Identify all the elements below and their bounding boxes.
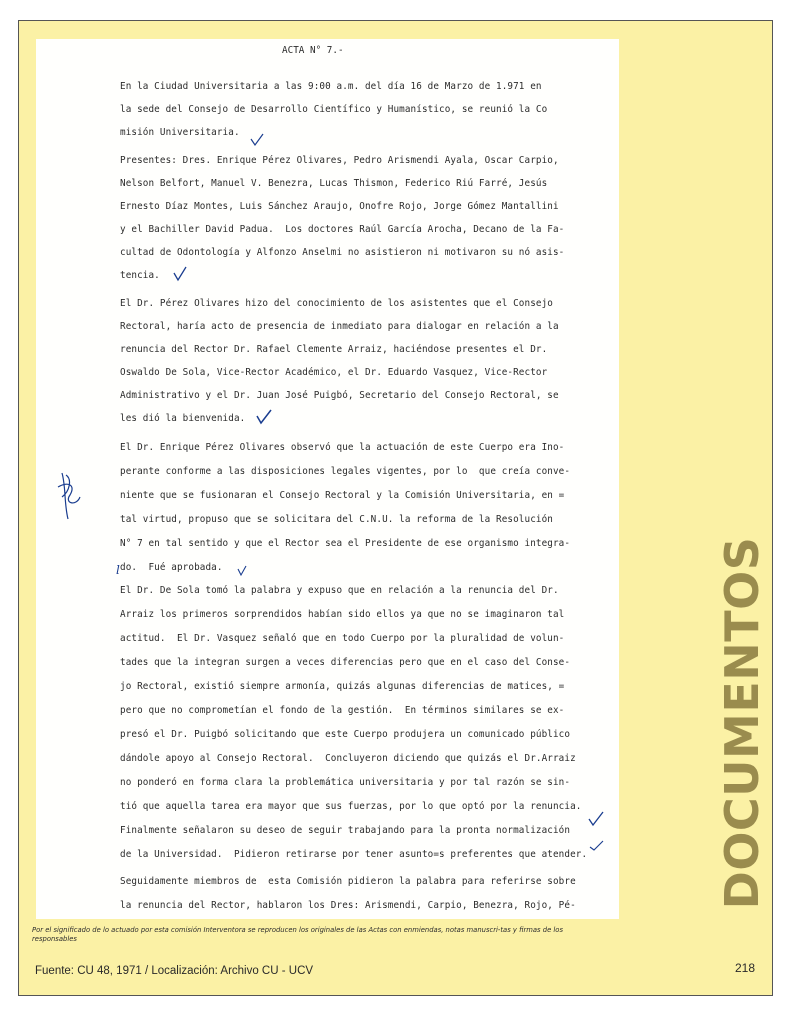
signature-icon xyxy=(56,467,84,525)
scanned-document xyxy=(36,39,619,919)
document-line: la sede del Consejo de Desarrollo Científico y Humanístico, se reunió la Co xyxy=(120,104,548,115)
document-line: cultad de Odontología y Alfonzo Anselmi no asistieron ni motivaron su nó asis- xyxy=(120,247,565,258)
document-line: tades que la integran surgen a veces diferencias pero que en el caso del Conse- xyxy=(120,657,571,668)
document-line: El Dr. De Sola tomó la palabra y expuso que en relación a la renuncia del Dr. xyxy=(120,585,559,596)
document-line: niente que se fusionaran el Consejo Rectoral y la Comisión Universitaria, en = xyxy=(120,490,565,501)
checkmark-icon xyxy=(172,266,188,282)
document-line: no ponderó en forma clara la problemática universitaria y por tal razón se sin- xyxy=(120,777,571,788)
document-line: y el Bachiller David Padua. Los doctores Raúl García Arocha, Decano de la Fa- xyxy=(120,224,565,235)
caption-note: Por el significado de lo actuado por esta comisión Interventora se reproducen los originales de las Actas con enmiendas, notas manuscri-tas y firmas de los responsables xyxy=(32,926,563,943)
document-line: Nelson Belfort, Manuel V. Benezra, Lucas Thismon, Federico Riú Farré, Jesús xyxy=(120,178,548,189)
checkmark-icon xyxy=(587,811,605,827)
document-title: ACTA N° 7.- xyxy=(282,45,344,56)
document-line: En la Ciudad Universitaria a las 9:00 a.m. del día 16 de Marzo de 1.971 en xyxy=(120,81,542,92)
page-number: 218 xyxy=(734,961,755,975)
document-line: pero que no comprometían el fondo de la gestión. En términos similares se ex- xyxy=(120,705,565,716)
document-line: les dió la bienvenida. xyxy=(120,413,246,424)
document-line: misión Universitaria. xyxy=(120,127,240,138)
checkmark-icon xyxy=(255,409,273,425)
document-line: de la Universidad. Pidieron retirarse por tener asunto=s preferentes que atender. xyxy=(120,849,588,860)
document-line: jo Rectoral, existió siempre armonía, quizás algunas diferencias de matices, = xyxy=(120,681,565,692)
checkmark-icon xyxy=(249,133,265,147)
document-line: Seguidamente miembros de esta Comisión pidieron la palabra para referirse sobre xyxy=(120,876,576,887)
page-frame xyxy=(18,20,773,996)
document-line: tió que aquella tarea era mayor que sus fuerzas, por lo que optó por la renuncia. xyxy=(120,801,582,812)
document-line: la renuncia del Rector, hablaron los Dres: Arismendi, Carpio, Benezra, Rojo, Pé- xyxy=(120,900,576,911)
document-line: El Dr. Pérez Olivares hizo del conocimiento de los asistentes que el Consejo xyxy=(120,298,553,309)
document-line: Oswaldo De Sola, Vice-Rector Académico, el Dr. Eduardo Vasquez, Vice-Rector xyxy=(120,367,548,378)
document-line: Arraiz los primeros sorprendidos habían sido ellos ya que no se imaginaron tal xyxy=(120,609,565,620)
document-line: presó el Dr. Puigbó solicitando que este Cuerpo produjera un comunicado público xyxy=(120,729,571,740)
checkmark-icon xyxy=(589,839,605,851)
document-line: tal virtud, propuso que se solicitara del C.N.U. la reforma de la Resolución xyxy=(120,514,553,525)
document-line: Ernesto Díaz Montes, Luis Sánchez Araujo, Onofre Rojo, Jorge Gómez Mantallini xyxy=(120,201,559,212)
document-line: actitud. El Dr. Vasquez señaló que en todo Cuerpo por la pluralidad de volun- xyxy=(120,633,565,644)
document-line: El Dr. Enrique Pérez Olivares observó que la actuación de este Cuerpo era Ino- xyxy=(120,442,565,453)
document-line: Presentes: Dres. Enrique Pérez Olivares, Pedro Arismendi Ayala, Oscar Carpio, xyxy=(120,155,559,166)
section-label-text: DOCUMENTOS xyxy=(715,536,769,910)
document-line: tencia. xyxy=(120,270,160,281)
document-line: do. Fué aprobada. xyxy=(120,562,223,573)
margin-mark: l xyxy=(116,563,120,577)
section-label xyxy=(707,523,777,923)
document-line: N° 7 en tal sentido y que el Rector sea el Presidente de ese organismo integra- xyxy=(120,538,571,549)
document-line: perante conforme a las disposiciones legales vigentes, por lo que creía conve- xyxy=(120,466,571,477)
document-line: Finalmente señalaron su deseo de seguir trabajando para la pronta normalización xyxy=(120,825,571,836)
document-line: renuncia del Rector Dr. Rafael Clemente Arraiz, haciéndose presentes el Dr. xyxy=(120,344,548,355)
checkmark-icon xyxy=(236,565,248,577)
document-line: Rectoral, haría acto de presencia de inmediato para dialogar en relación a la xyxy=(120,321,559,332)
source-reference: Fuente: CU 48, 1971 / Localización: Archivo CU - UCV xyxy=(35,965,314,977)
document-line: Administrativo y el Dr. Juan José Puigbó, Secretario del Consejo Rectoral, se xyxy=(120,390,559,401)
document-line: dándole apoyo al Consejo Rectoral. Concluyeron diciendo que quizás el Dr.Arraiz xyxy=(120,753,576,764)
